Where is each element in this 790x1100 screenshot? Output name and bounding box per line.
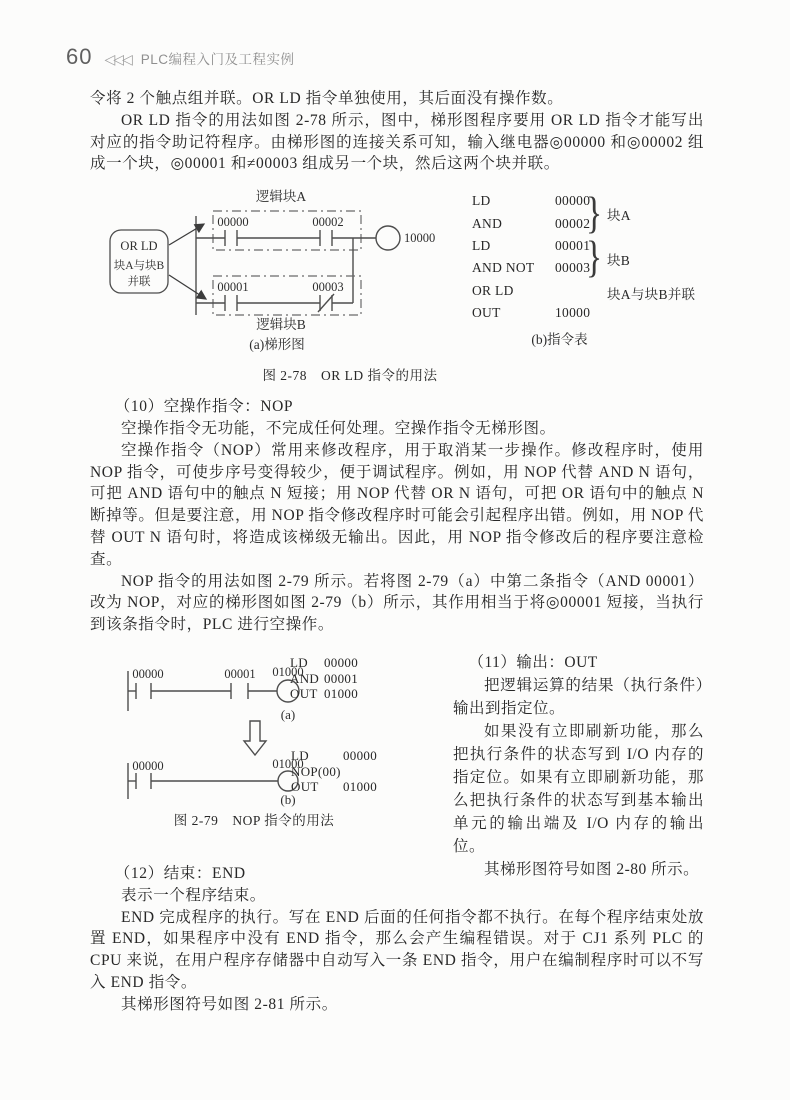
section-10-paragraph-3: NOP 指令的用法如图 2-79 所示。若将图 2-79（a）中第二条指令（AND 00001）改为 NOP，对应的梯形图如图 2-79（b）所示，其作用相当于将◎00001 短接，当执行到该条指令时，PLC 进行空操作。 xyxy=(90,572,704,634)
mnemonic: LD xyxy=(290,654,308,670)
mnemonic: LD xyxy=(291,747,309,763)
triangle-ornament-icon: ◁◁◁ xyxy=(104,51,131,67)
mnemonic: LD xyxy=(472,237,491,253)
subcaption-a: (a)梯形图 xyxy=(249,337,305,353)
section-11-paragraph-2: 如果没有立即刷新功能，那么把执行条件的状态写到 I/O 内存的指定位。如果有立即刷新功能，那么把执行条件的状态写到基本输出单元的输出端及 I/O 内存的输出位。 xyxy=(453,722,704,855)
mnemonic: AND xyxy=(472,215,503,231)
intro-paragraph-1: 令将 2 个触点组并联。OR LD 指令单独使用，其后面没有操作数。 xyxy=(90,90,564,107)
mnemonic: OR LD xyxy=(472,282,514,298)
b-contact1-label: 00000 xyxy=(132,758,164,773)
text-column xyxy=(90,88,704,1016)
contact-b1-label: 00001 xyxy=(217,280,249,295)
output-coil xyxy=(376,226,400,250)
section-10-paragraph-1: 空操作指令无功能，不完成任何处理。空操作指令无梯形图。 xyxy=(121,419,556,437)
orld-parallel-note: 块A与块B并联 xyxy=(607,287,696,303)
b-coil-label: 01000 xyxy=(272,756,304,771)
instruction-row xyxy=(291,779,377,795)
section-10-paragraph-2: 空操作指令（NOP）常用来修改程序，用于取消某一步操作。修改程序时，使用 NOP 指令，可使步序号变得较少，便于调试程序。例如，用 NOP 代替 AND N 语句，可把 AND 语句中的触点 N 短接；用 NOP 代替 OR N 语句，可把 OR 语句中的触点 N 断掉等。但是要注意，用 NOP 指令修改程序时可能会引起程序出错。例如，用 NOP 代替 OUT N 语句时，将造成该梯级无输出。因此，用 NOP 指令修改后的程序要注意检查。 xyxy=(90,441,704,568)
section-12-heading: （12）结束：END xyxy=(114,864,246,882)
operand: 01000 xyxy=(343,779,377,795)
figure-2-79 xyxy=(118,651,453,863)
logic-block-b-label: 逻辑块B xyxy=(256,317,306,333)
instruction-list-b xyxy=(291,748,377,795)
mnemonic: OUT xyxy=(290,686,318,702)
brace-block-a: } xyxy=(586,190,603,239)
a-coil-label: 01000 xyxy=(272,664,304,679)
operand: 00000 xyxy=(555,193,591,209)
book-title: PLC编程入门及工程实例 xyxy=(140,52,295,67)
rung-a xyxy=(196,230,376,246)
running-head xyxy=(66,44,295,70)
callout-line-2: 块A与块B xyxy=(113,260,165,273)
section-11-paragraph-1: 把逻辑运算的结果（执行条件）输出到指定位。 xyxy=(453,676,704,717)
section-11-heading: （11）输出：OUT xyxy=(468,653,598,671)
instruction-row xyxy=(291,748,377,764)
mnemonic: NOP(00) xyxy=(291,763,341,779)
transform-arrow-icon xyxy=(244,721,266,755)
section-12-paragraph-3: 其梯形图符号如图 2-81 所示。 xyxy=(121,995,338,1013)
ladder-diagram-278 xyxy=(85,188,477,388)
coil-address-label: 10000 xyxy=(404,231,436,246)
mnemonic: AND NOT xyxy=(472,260,535,276)
callout-arrow-bottom xyxy=(169,275,206,299)
instruction-list-a xyxy=(290,655,358,702)
instruction-row xyxy=(290,655,358,671)
figure-2-78 xyxy=(85,188,707,388)
subcaption-b: (b) xyxy=(280,791,296,807)
contact-a1-label: 00000 xyxy=(217,215,249,230)
operand: 00001 xyxy=(555,237,591,253)
figure-2-78-caption: 图 2-78 OR LD 指令的用法 xyxy=(262,368,438,384)
operand: 00002 xyxy=(555,215,591,231)
brace-block-b: } xyxy=(586,234,603,283)
operand: 00001 xyxy=(324,670,358,686)
section-10-heading: （10）空操作指令：NOP xyxy=(114,398,294,416)
brace-a-label: 块A xyxy=(607,208,631,224)
operand: 00000 xyxy=(343,747,377,763)
instruction-table xyxy=(472,190,707,324)
mnemonic: LD xyxy=(472,193,491,209)
a-contact1-label: 00000 xyxy=(132,666,164,681)
section-11-column xyxy=(453,651,704,878)
ladder-diagram-279 xyxy=(118,651,453,829)
contact-b2-label: 00003 xyxy=(312,280,344,295)
callout-line-3: 并联 xyxy=(127,276,151,289)
operand: 00003 xyxy=(555,260,591,276)
operand: 10000 xyxy=(555,305,591,321)
rung-b xyxy=(196,294,353,312)
logic-block-a-label: 逻辑块A xyxy=(255,189,307,205)
mnemonic: AND xyxy=(290,670,320,686)
instruction-row xyxy=(472,302,707,324)
brace-b-label: 块B xyxy=(607,253,631,269)
section-12-paragraph-1: 表示一个程序结束。 xyxy=(121,886,266,904)
intro-paragraph-2: OR LD 指令的用法如图 2-78 所示，图中，梯形图程序要用 OR LD 指令才能写出对应的指令助记符程序。由梯形图的连接关系可知，输入继电器◎00000 和◎00002 组成一个块，◎00001 和≠00003 组成另一个块，然后这两个块并联。 xyxy=(90,111,704,173)
instruction-row xyxy=(291,764,377,780)
operand: 01000 xyxy=(324,686,358,702)
section-12-paragraph-2: END 完成程序的执行。写在 END 后面的任何指令都不执行。在每个程序结束处放置 END，如果程序中没有 END 指令，那么会产生编程错误。对于 CJ1 系列 PLC 的 CPU 来说，在用户程序存储器中自动写入一条 END 指令，用户在编制程序时可以不写入 END 指令。 xyxy=(90,908,704,991)
contact-a2-label: 00002 xyxy=(312,215,344,230)
instruction-row xyxy=(290,671,358,687)
callout-arrow-top xyxy=(169,224,204,245)
subcaption-b: (b)指令表 xyxy=(531,332,588,348)
instruction-row xyxy=(290,686,358,702)
operand: 00000 xyxy=(324,654,358,670)
subcaption-a: (a) xyxy=(280,706,296,722)
figure-2-79-caption: 图 2-79 NOP 指令的用法 xyxy=(173,812,335,828)
callout-line-1: OR LD xyxy=(120,239,158,254)
a-contact2-label: 00001 xyxy=(224,666,256,681)
mnemonic: OUT xyxy=(472,305,501,321)
page-number: 60 xyxy=(66,44,93,69)
section-11-paragraph-3: 其梯形图符号如图 2-80 所示。 xyxy=(484,860,700,878)
mnemonic: OUT xyxy=(291,779,319,795)
